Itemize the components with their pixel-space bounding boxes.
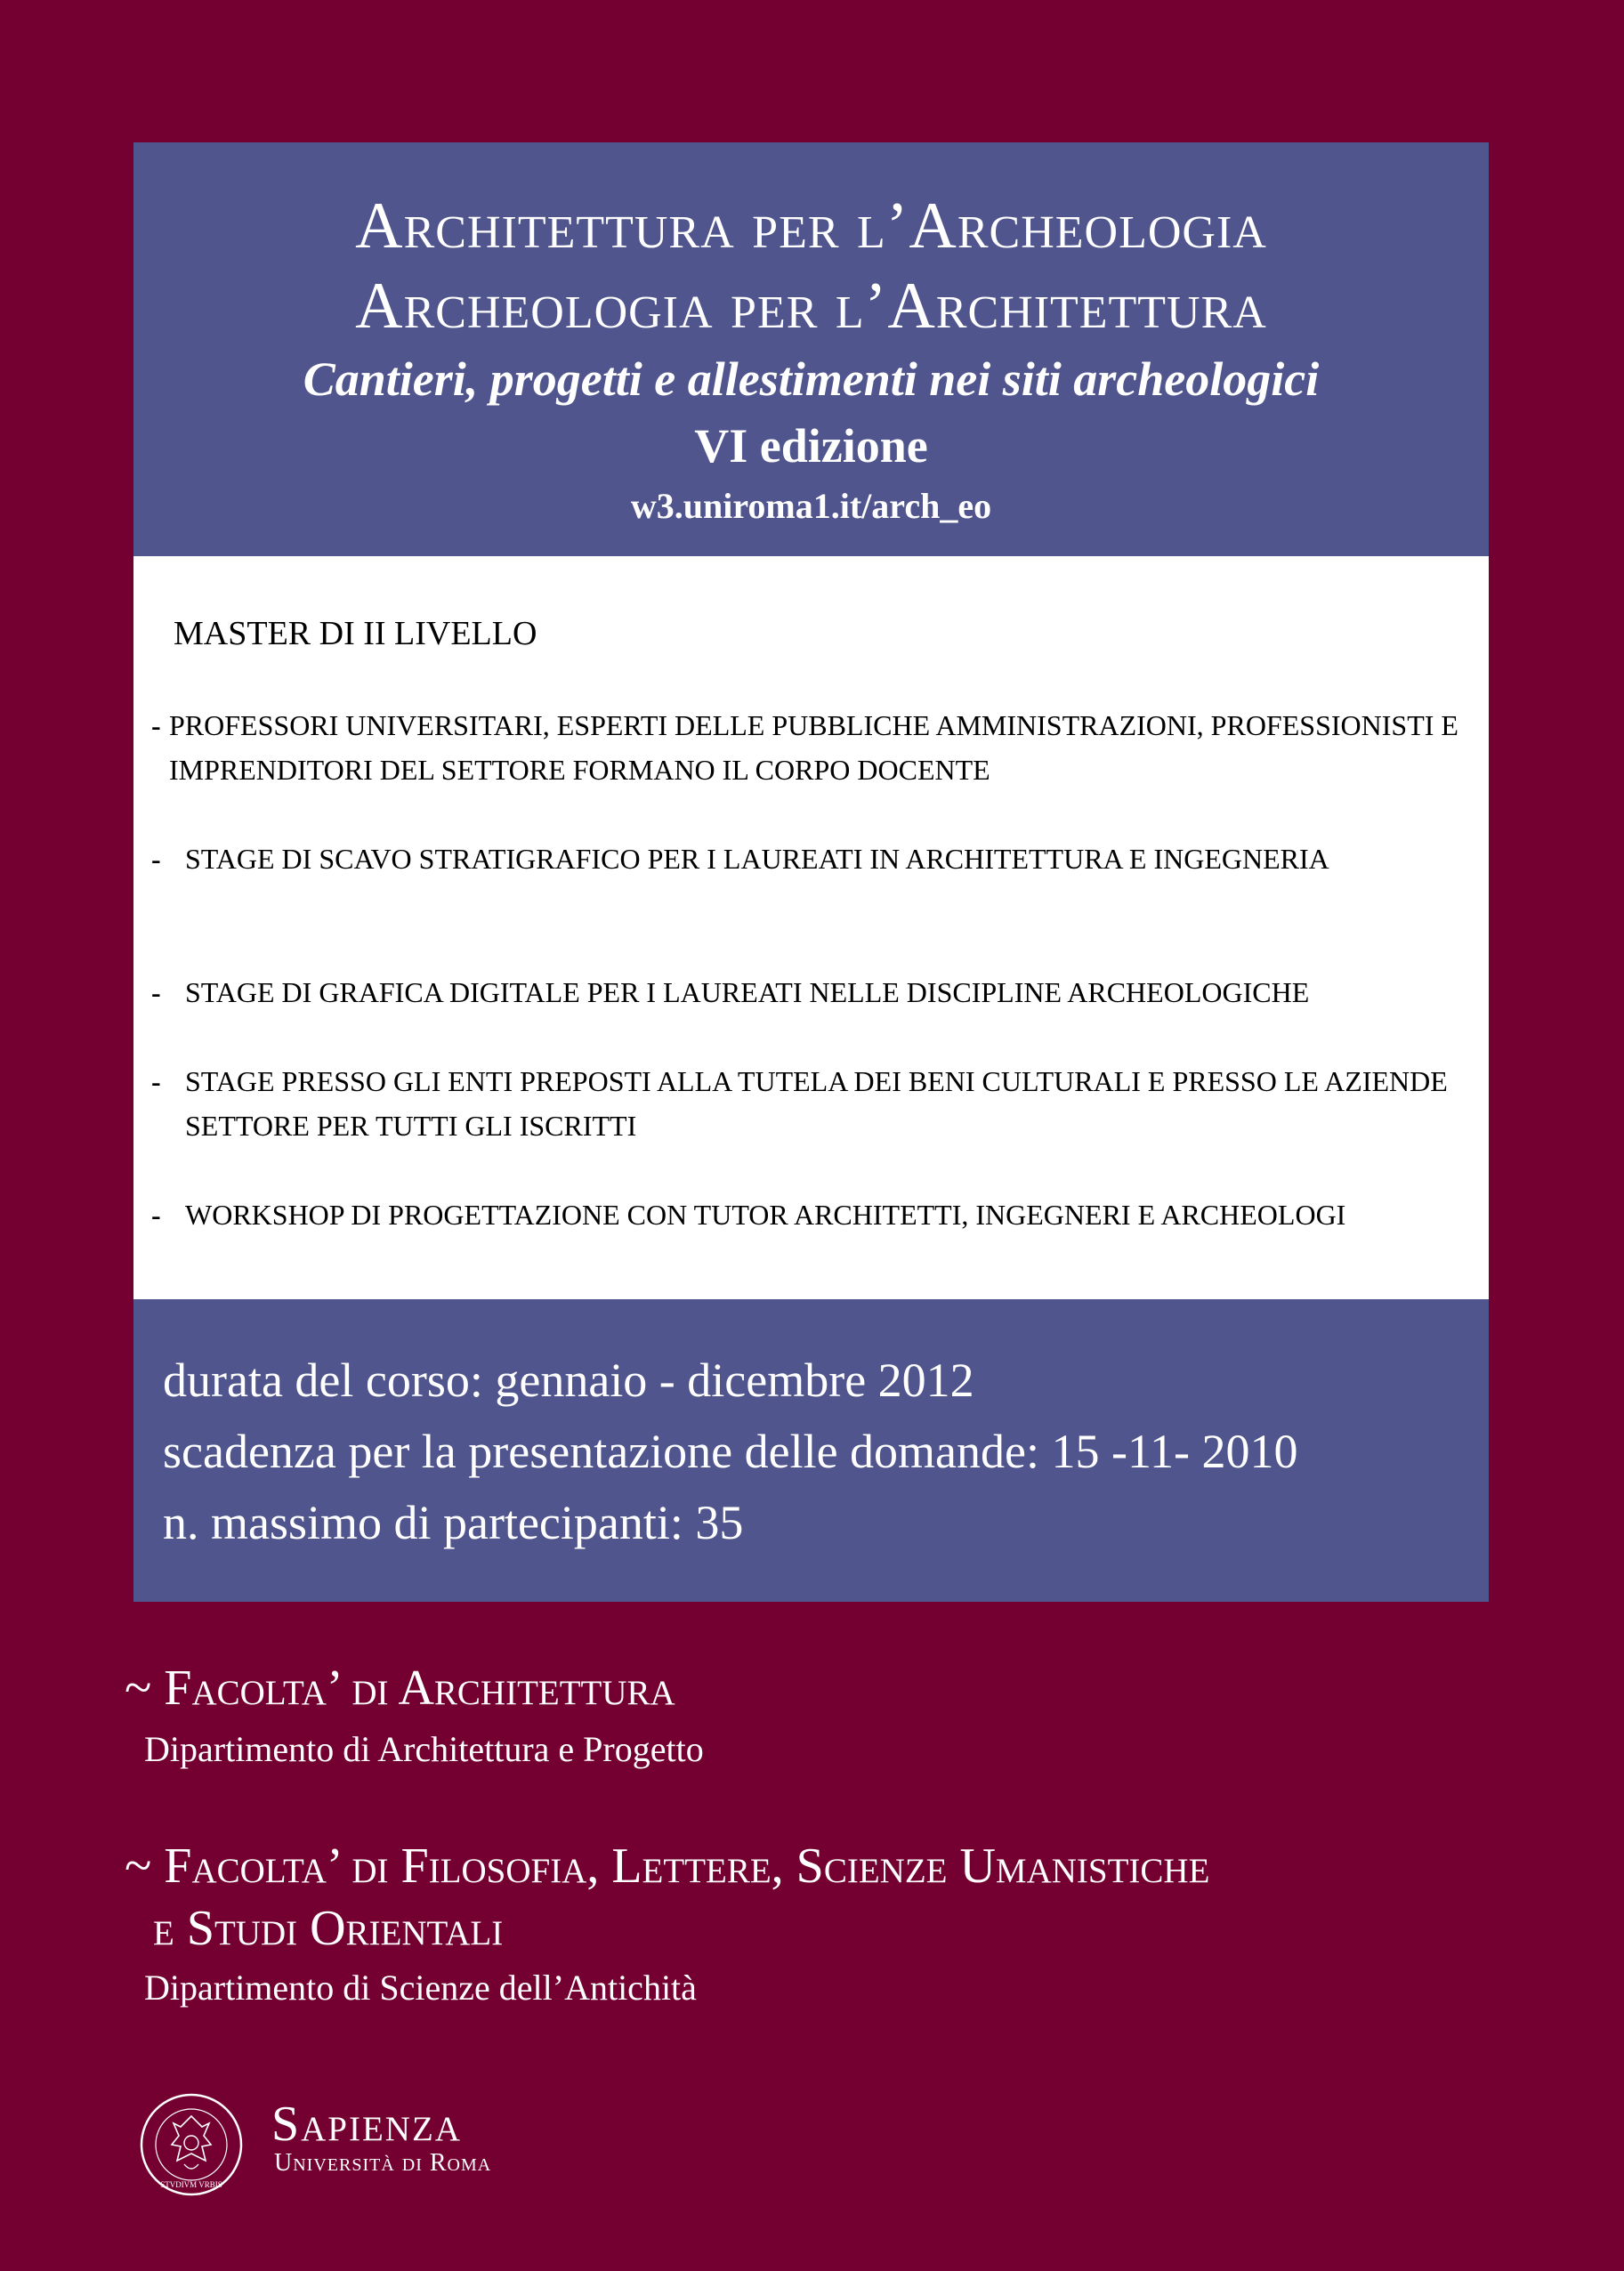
bullet-dash: - bbox=[151, 1065, 161, 1097]
list-item bbox=[151, 1059, 1468, 1148]
website-url[interactable]: w3.uniroma1.it/arch_eo bbox=[630, 486, 992, 526]
faculty-architecture: ~ Facolta’ di Architettura bbox=[125, 1661, 675, 1716]
list-item bbox=[151, 970, 1468, 1014]
header-panel bbox=[133, 142, 1489, 556]
faculty-humanities-cont: e Studi Orientali bbox=[153, 1901, 504, 1956]
faculty-humanities: ~ Facolta’ di Filosofia, Lettere, Scienze Umanistiche bbox=[125, 1839, 1210, 1894]
bullet-dash: - bbox=[151, 976, 161, 1008]
info-panel bbox=[133, 1299, 1489, 1602]
list-item bbox=[151, 836, 1468, 881]
list-item-text: PROFESSORI UNIVERSITARI, ESPERTI DELLE PUBBLICHE AMMINISTRAZIONI, PROFESSIONISTI E IMPRENDITORI DEL SETTORE FORMANO IL CORPO DOCENTE bbox=[169, 709, 1458, 786]
content-panel bbox=[133, 556, 1489, 1299]
course-duration: durata del corso: gennaio - dicembre 2012 bbox=[163, 1354, 974, 1407]
seal-text: STVDIVM VRBIS bbox=[160, 2180, 222, 2189]
bullet-dash: - bbox=[151, 709, 161, 741]
edition: VI edizione bbox=[694, 419, 928, 473]
list-item bbox=[151, 1192, 1468, 1237]
bullet-dash: - bbox=[151, 843, 161, 875]
dept-antiquity: Dipartimento di Scienze dell’Antichità bbox=[144, 1968, 697, 2008]
sapienza-seal-icon bbox=[138, 2091, 245, 2198]
title-line-1: Architettura per l’Archeologia bbox=[355, 190, 1267, 263]
list-item-text: STAGE PRESSO GLI ENTI PREPOSTI ALLA TUTELA DEI BENI CULTURALI E PRESSO LE AZIENDE SETTORE PER TUTTI GLI ISCRITTI bbox=[185, 1065, 1448, 1142]
bullet-dash: - bbox=[151, 1199, 161, 1231]
dept-architecture: Dipartimento di Architettura e Progetto bbox=[144, 1729, 704, 1769]
list-item-text: WORKSHOP DI PROGETTAZIONE CON TUTOR ARCHITETTI, INGEGNERI E ARCHEOLOGI bbox=[185, 1199, 1346, 1231]
list-item bbox=[151, 703, 1468, 792]
title-line-2: Archeologia per l’Architettura bbox=[355, 270, 1267, 343]
list-item-text: STAGE DI SCAVO STRATIGRAFICO PER I LAUREATI IN ARCHITETTURA E INGEGNERIA bbox=[185, 843, 1329, 875]
application-deadline: scadenza per la presentazione delle domande: 15 -11- 2010 bbox=[163, 1425, 1298, 1478]
list-item-text: STAGE DI GRAFICA DIGITALE PER I LAUREATI NELLE DISCIPLINE ARCHEOLOGICHE bbox=[185, 976, 1310, 1008]
university-name: Sapienza bbox=[271, 2097, 462, 2152]
university-subtitle: Università di Roma bbox=[274, 2149, 492, 2177]
subtitle: Cantieri, progetti e allestimenti nei siti archeologici bbox=[303, 352, 1320, 406]
master-label: MASTER DI II LIVELLO bbox=[174, 615, 537, 652]
max-participants: n. massimo di partecipanti: 35 bbox=[163, 1496, 744, 1549]
